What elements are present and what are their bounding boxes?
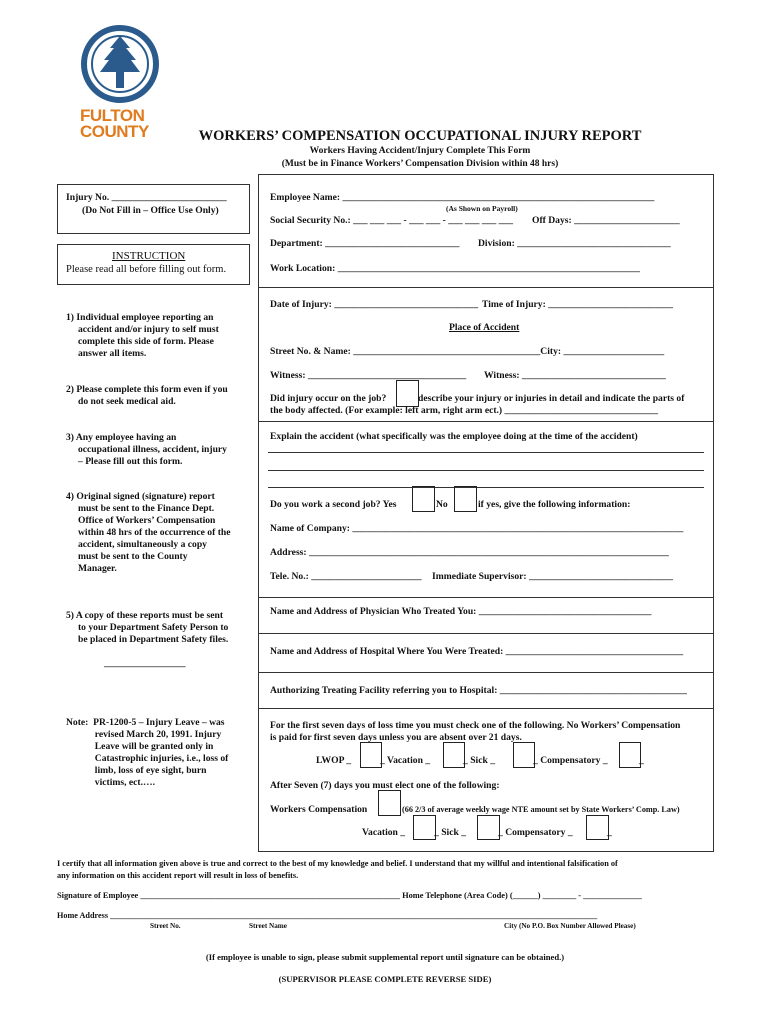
city-caption: City (No P.O. Box Number Allowed Please)	[504, 922, 636, 930]
vacation-2-label: Vacation _	[362, 827, 406, 838]
if-yes-label: if yes, give the following information:	[478, 499, 631, 510]
sick-label: _ Sick _	[463, 755, 495, 766]
sick-2-checkbox[interactable]	[477, 815, 500, 840]
off-days-field[interactable]: Off Days: ______________________	[532, 215, 680, 226]
compensatory-2-checkbox[interactable]	[586, 815, 609, 840]
compensatory-2-trail: _	[607, 827, 612, 838]
instruction-item-1: 1) Individual employee reporting an accident and/or injury to self must complete this side of form. Please answer all items.	[66, 312, 219, 359]
instruction-item-3: 3) Any employee having an occupational illness, accident, injury – Please fill out this form.	[66, 432, 227, 467]
second-job-no-checkbox[interactable]	[454, 486, 477, 512]
immediate-supervisor-field[interactable]: Immediate Supervisor: ______________________________	[432, 571, 673, 582]
explain-accident-label: Explain the accident (what specifically was the employee doing at the time of the accident)	[270, 431, 638, 442]
fulton-county-logo	[76, 22, 186, 144]
witness-2-field[interactable]: Witness: ______________________________	[484, 370, 666, 381]
on-job-label: Did injury occur on the job?	[270, 393, 387, 404]
second-job-no-label: No	[436, 499, 448, 510]
division-field[interactable]: Division: ________________________________	[478, 238, 671, 249]
explain-line-3[interactable]	[268, 487, 704, 488]
vacation-label: _ Vacation _	[380, 755, 431, 766]
form-title: WORKERS’ COMPENSATION OCCUPATIONAL INJURY REPORT	[198, 128, 642, 144]
vacation-checkbox[interactable]	[443, 742, 465, 768]
compensatory-checkbox[interactable]	[619, 742, 641, 768]
instruction-divider: _________________	[104, 658, 186, 669]
company-name-field[interactable]: Name of Company: _____________________________________________________________________	[270, 523, 684, 534]
unable-to-sign-note: (If employee is unable to sign, please submit supplemental report until signature can be obtained.)	[205, 952, 565, 962]
lwop-checkbox[interactable]	[360, 742, 382, 768]
vacation-2-checkbox[interactable]	[413, 815, 436, 840]
street-no-caption: Street No.	[150, 922, 181, 930]
as-shown-note: (As Shown on Payroll)	[446, 204, 518, 213]
date-of-injury-field[interactable]: Date of Injury: ______________________________	[270, 299, 479, 310]
treating-facility-field[interactable]: Authorizing Treating Facility referring you to Hospital: _______________________________________	[270, 685, 687, 696]
company-address-field[interactable]: Address: ___________________________________________________________________________	[270, 547, 669, 558]
form-subtitle-1: Workers Having Accident/Injury Complete This Form	[309, 146, 531, 156]
supervisor-note: (SUPERVISOR PLEASE COMPLETE REVERSE SIDE)	[278, 974, 492, 984]
certify-text-2: any information on this accident report will result in loss of benefits.	[57, 871, 299, 880]
instruction-heading: INSTRUCTION	[112, 250, 186, 262]
department-field[interactable]: Department: ____________________________	[270, 238, 460, 249]
form-subtitle-2: (Must be in Finance Workers’ Compensation Division within 48 hrs)	[281, 159, 559, 169]
hospital-field[interactable]: Name and Address of Hospital Where You Were Treated: _____________________________________	[270, 646, 684, 657]
physician-field[interactable]: Name and Address of Physician Who Treated You: ____________________________________	[270, 606, 652, 617]
witness-1-field[interactable]: Witness: _________________________________	[270, 370, 467, 381]
compensatory-label: _ Compensatory _	[533, 755, 608, 766]
street-city-field[interactable]: Street No. & Name: _______________________________________City: _____________________	[270, 346, 665, 357]
office-use-note: (Do Not Fill in – Office Use Only)	[82, 205, 219, 216]
compensatory-trail: _	[639, 755, 644, 766]
work-location-field[interactable]: Work Location: _______________________________________________________________	[270, 263, 640, 274]
ssn-field[interactable]: Social Security No.: ___ ___ ___ - ___ ___ - ___ ___ ___ ___	[270, 215, 514, 226]
logo-line2: COUNTY	[80, 122, 149, 141]
workers-comp-label: Workers Compensation	[270, 804, 368, 815]
form-right-panel	[258, 174, 714, 852]
on-job-checkbox[interactable]	[396, 380, 419, 407]
compensatory-2-label: _ Compensatory _	[498, 827, 573, 838]
instruction-item-2: 2) Please complete this form even if you do not seek medical aid.	[66, 384, 228, 407]
employee-name-field[interactable]: Employee Name: _________________________________________________________________	[270, 192, 655, 203]
lwop-label: LWOP _	[316, 755, 352, 766]
place-of-accident-heading: Place of Accident	[449, 322, 520, 333]
injury-number-field[interactable]: Injury No. ________________________	[66, 192, 227, 203]
after-seven-days-label: After Seven (7) days you must elect one of the following:	[270, 780, 500, 791]
explain-line-1[interactable]	[268, 452, 704, 453]
instruction-item-5: 5) A copy of these reports must be sent to your Department Safety Person to be placed in Department Safety files.	[66, 610, 229, 645]
first-seven-days-text-2: is paid for first seven days unless you are absent over 21 days.	[270, 732, 522, 743]
home-address-field[interactable]: Home Address _______________________________________________________________________________________________________________________	[57, 911, 598, 920]
time-of-injury-field[interactable]: Time of Injury: __________________________	[482, 299, 673, 310]
street-name-caption: Street Name	[249, 922, 287, 930]
second-job-label: Do you work a second job? Yes	[270, 499, 397, 510]
sick-checkbox[interactable]	[513, 742, 535, 768]
injury-leave-note: Note: PR-1200-5 – Injury Leave – was revised March 20, 1991. Injury Leave will be granted only in Catastrophic injuries, i.e., loss of limb, loss of eye sight, burn victims, ect.….	[66, 717, 229, 788]
instruction-text: Please read all before filling out form.	[66, 264, 227, 275]
tele-no-field[interactable]: Tele. No.: _______________________	[270, 571, 422, 582]
sick-2-label: _ Sick _	[434, 827, 466, 838]
certify-text-1: I certify that all information given above is true and correct to the best of my knowledge and belief. I understand that my willful and intentional falsification of	[57, 859, 618, 868]
explain-line-2[interactable]	[268, 470, 704, 471]
signature-field[interactable]: Signature of Employee ______________________________________________________________ Home Telephone (Area Code) (______) ________ - ______________	[57, 891, 642, 900]
logo-line1: FULTON	[80, 106, 145, 125]
second-job-yes-checkbox[interactable]	[412, 486, 435, 512]
workers-comp-checkbox[interactable]	[378, 790, 401, 816]
workers-comp-note: (66 2/3 of average weekly wage NTE amount set by State Workers’ Comp. Law)	[402, 805, 680, 814]
first-seven-days-text-1: For the first seven days of loss time you must check one of the following. No Workers’ Compensation	[270, 720, 681, 731]
body-affected-field[interactable]: the body affected. (For example: left arm, right arm ect.) ________________________________	[270, 405, 659, 416]
instruction-item-4: 4) Original signed (signature) report must be sent to the Finance Dept. Office of Workers’ Compensation within 48 hrs of the occurrence of the accident, simultaneously a copy must be sent to the County Manager.	[66, 491, 231, 574]
describe-injury-label: describe your injury or injuries in detail and indicate the parts of	[418, 393, 685, 404]
